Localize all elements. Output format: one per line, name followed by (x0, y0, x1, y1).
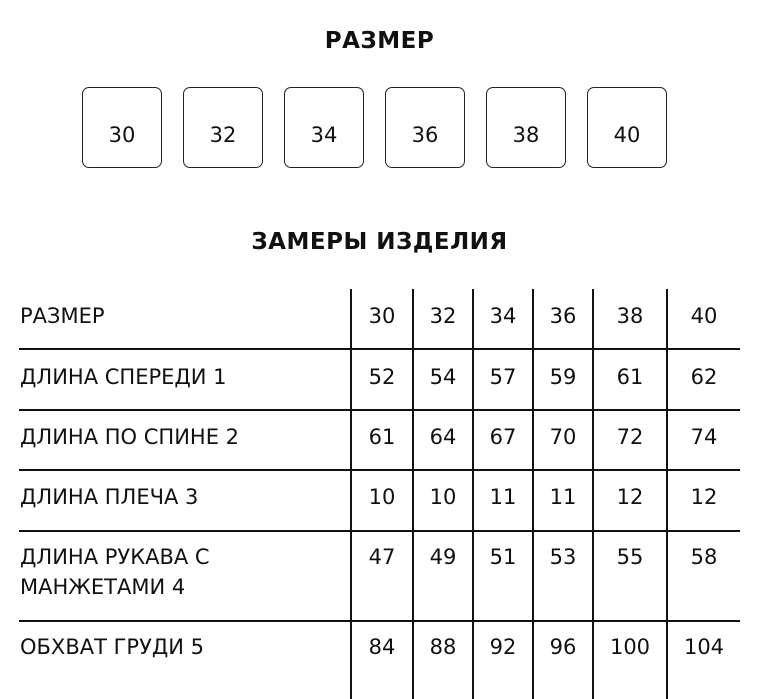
size-button-36[interactable]: 36 (385, 87, 465, 168)
table-cell: 61 (368, 425, 396, 449)
table-cell: 10 (429, 485, 457, 509)
header-size-cell: 40 (690, 304, 718, 328)
table-cell: 74 (690, 425, 718, 449)
table-cell: 104 (683, 635, 725, 659)
table-cell: 88 (429, 635, 457, 659)
table-cell: 11 (489, 485, 517, 509)
table-cell: 53 (549, 545, 577, 569)
size-button-32[interactable]: 32 (183, 87, 263, 168)
row-label: ДЛИНА СПЕРЕДИ 1 (20, 365, 227, 389)
table-cell: 54 (429, 365, 457, 389)
header-label: РАЗМЕР (20, 304, 105, 328)
table-cell: 12 (616, 485, 644, 509)
table-cell: 47 (368, 545, 396, 569)
measurements-table (0, 289, 759, 699)
table-row-divider (19, 409, 740, 411)
size-button-34[interactable]: 34 (284, 87, 364, 168)
table-cell: 11 (549, 485, 577, 509)
header-size-cell: 32 (429, 304, 457, 328)
table-cell: 96 (549, 635, 577, 659)
table-cell: 58 (690, 545, 718, 569)
table-row-divider (19, 620, 740, 622)
table-cell: 12 (690, 485, 718, 509)
table-cell: 84 (368, 635, 396, 659)
table-cell: 55 (616, 545, 644, 569)
table-cell: 62 (690, 365, 718, 389)
table-cell: 70 (549, 425, 577, 449)
table-row-divider (19, 530, 740, 532)
table-cell: 59 (549, 365, 577, 389)
table-row-divider (19, 348, 740, 350)
size-button-38[interactable]: 38 (486, 87, 566, 168)
size-button-40[interactable]: 40 (587, 87, 667, 168)
size-selector (82, 87, 667, 168)
header-size-cell: 30 (368, 304, 396, 328)
table-cell: 57 (489, 365, 517, 389)
table-cell: 64 (429, 425, 457, 449)
row-label: ДЛИНА ПЛЕЧА 3 (20, 485, 199, 509)
table-cell: 52 (368, 365, 396, 389)
row-label: ОБХВАТ ГРУДИ 5 (20, 635, 205, 659)
table-cell: 10 (368, 485, 396, 509)
header-size-cell: 34 (489, 304, 517, 328)
table-row-divider (19, 469, 740, 471)
table-cell: 49 (429, 545, 457, 569)
table-cell: 72 (616, 425, 644, 449)
row-label-line-2: МАНЖЕТАМИ 4 (20, 575, 186, 599)
size-button-30[interactable]: 30 (82, 87, 162, 168)
row-label: ДЛИНА ПО СПИНЕ 2 (20, 425, 239, 449)
row-label-line-1: ДЛИНА РУКАВА С (20, 545, 210, 569)
table-cell: 92 (489, 635, 517, 659)
header-size-cell: 36 (549, 304, 577, 328)
table-cell: 51 (489, 545, 517, 569)
table-cell: 67 (489, 425, 517, 449)
table-cell: 100 (609, 635, 651, 659)
measurements-title: ЗАМЕРЫ ИЗДЕЛИЯ (251, 229, 508, 255)
table-cell: 61 (616, 365, 644, 389)
header-size-cell: 38 (616, 304, 644, 328)
size-title: РАЗМЕР (324, 28, 435, 54)
